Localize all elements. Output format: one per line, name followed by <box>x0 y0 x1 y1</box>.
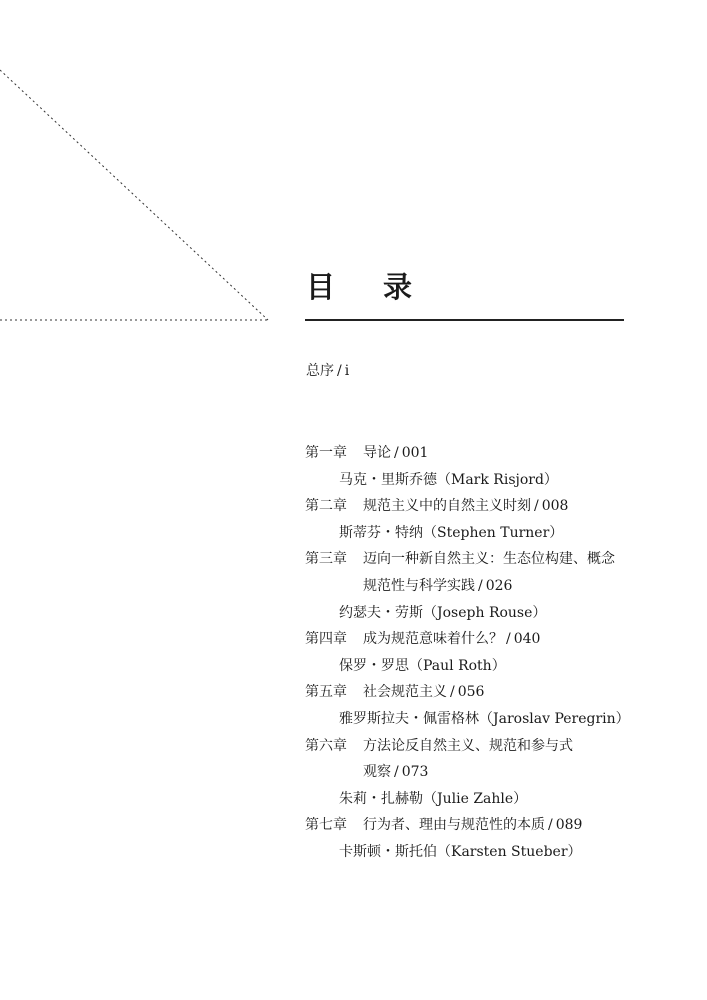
chapter-page: 026 <box>485 577 513 594</box>
chapter-title: 行为者、理由与规范性的本质 <box>363 817 545 834</box>
chapter-entry[interactable] <box>305 440 635 467</box>
heading-rule <box>305 319 624 321</box>
chapter-title-line-1: 迈向一种新自然主义：生态位构建、概念 <box>363 551 615 568</box>
chapter-entry[interactable] <box>305 679 635 706</box>
chapter-number: 第三章 <box>305 551 347 568</box>
chapter-page: 073 <box>401 764 429 781</box>
dotted-diagonal-line <box>0 70 268 320</box>
heading-char-1: 目 <box>306 270 338 304</box>
page-separator: / <box>506 631 511 648</box>
chapter-author: 朱莉・扎赫勒（Julie Zahle） <box>339 790 528 807</box>
chapter-number: 第五章 <box>305 684 347 701</box>
chapter-entry[interactable] <box>305 546 635 573</box>
preface-title: 总序 <box>306 363 334 379</box>
chapter-author: 斯蒂芬・特纳（Stephen Turner） <box>339 524 564 541</box>
page-separator: / <box>394 445 399 461</box>
chapter-author: 保罗・罗思（Paul Roth） <box>339 657 506 674</box>
chapter-title-line-1: 方法论反自然主义、规范和参与式 <box>363 737 573 754</box>
preface-page: i <box>344 363 350 379</box>
page-separator: / <box>394 764 399 781</box>
chapter-author: 雅罗斯拉夫・佩雷格林（Jaroslav Peregrin） <box>339 710 630 727</box>
page-separator: / <box>450 684 455 701</box>
preface-entry[interactable] <box>306 360 349 380</box>
chapter-number: 第七章 <box>305 817 347 834</box>
chapter-number: 第四章 <box>305 631 347 648</box>
chapter-page: 001 <box>401 445 429 461</box>
chapter-title-continuation[interactable] <box>305 573 635 600</box>
chapter-number: 第六章 <box>305 737 347 754</box>
chapter-page: 089 <box>555 817 583 834</box>
chapter-page: 008 <box>541 498 569 515</box>
chapter-author: 马克・里斯乔德（Mark Risjord） <box>339 471 558 488</box>
toc-list <box>305 440 635 866</box>
chapter-entry[interactable] <box>305 626 635 653</box>
chapter-number: 第一章 <box>305 445 347 461</box>
chapter-author: 卡斯顿・斯托伯（Karsten Stueber） <box>339 843 582 860</box>
chapter-title: 规范主义中的自然主义时刻 <box>363 498 531 515</box>
page-separator: / <box>478 577 483 594</box>
chapter-page: 040 <box>513 631 541 648</box>
toc-heading <box>306 265 414 306</box>
chapter-title-line-2: 观察 <box>363 764 391 781</box>
chapter-entry[interactable] <box>305 733 635 760</box>
chapter-title: 导论 <box>363 445 391 461</box>
page-separator: / <box>548 817 553 834</box>
chapter-title-continuation[interactable] <box>305 759 635 786</box>
chapter-title-line-2: 规范性与科学实践 <box>363 577 475 594</box>
page-separator: / <box>534 498 539 515</box>
chapter-title: 成为规范意味着什么？ <box>363 631 503 648</box>
chapter-page: 056 <box>457 684 485 701</box>
chapter-number: 第二章 <box>305 498 347 515</box>
chapter-author: 约瑟夫・劳斯（Joseph Rouse） <box>339 604 547 621</box>
chapter-entry[interactable] <box>305 812 635 839</box>
heading-char-2: 录 <box>383 270 415 304</box>
chapter-title: 社会规范主义 <box>363 684 447 701</box>
chapter-entry[interactable] <box>305 493 635 520</box>
page-separator: / <box>337 363 342 379</box>
